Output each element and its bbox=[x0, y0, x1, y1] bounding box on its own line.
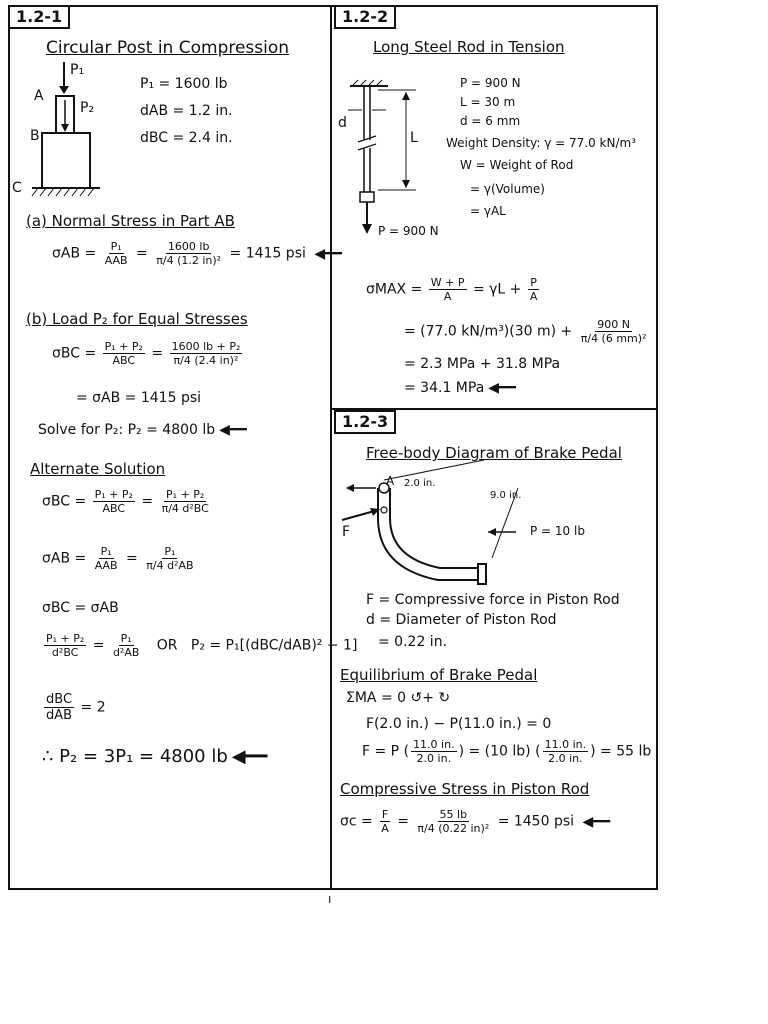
p1-given-dbc: dBC = 2.4 in. bbox=[140, 130, 233, 146]
p1-label-b: B bbox=[30, 128, 40, 144]
p1-alt-final: ∴ P₂ = 3P₁ = 4800 lb ◀━━ bbox=[42, 746, 268, 767]
p3-eq1: ΣMA = 0 ↺+ ↻ bbox=[346, 690, 451, 706]
problem-number-1-2-2: 1.2-2 bbox=[334, 5, 396, 29]
p3-label-a: A bbox=[386, 474, 395, 488]
p3-dim-9in: 9.0 in. bbox=[490, 490, 522, 501]
p1-part-b-heading: (b) Load P₂ for Equal Stresses bbox=[26, 310, 248, 328]
p1-part-a-equation: σAB = $\frac{\text{P₁}}{\text{AAB}}$ = $\frac{1600 lb}{\text{π/4 (1.2 in)²}}$ = 1415 psi ◀━━ bbox=[52, 240, 342, 267]
result-arrow-icon: ◀━━ bbox=[231, 746, 268, 767]
p1-label-p2: P₂ bbox=[80, 100, 95, 116]
p2-given-volume: = γ(Volume) bbox=[470, 182, 545, 196]
p2-given-d: d = 6 mm bbox=[460, 114, 521, 128]
p3-stress-heading: Compressive Stress in Piston Rod bbox=[340, 780, 590, 798]
p1-given-dab: dAB = 1.2 in. bbox=[140, 103, 233, 119]
p2-eq3: = 2.3 MPa + 31.8 MPa bbox=[404, 356, 561, 372]
p3-equilibrium-heading: Equilibrium of Brake Pedal bbox=[340, 666, 538, 684]
p1-alt-eq1: σBC = $\frac{\text{P₁ + P₂}}{\text{ABC}}$ = $\frac{\text{P₁ + P₂}}{\text{π/4 d²BC}}$ bbox=[42, 488, 209, 515]
column-divider bbox=[330, 5, 332, 890]
p1-part-a-heading: (a) Normal Stress in Part AB bbox=[26, 212, 235, 230]
p2-label-l: L bbox=[410, 130, 418, 146]
p1-part-b-equal: = σAB = 1415 psi bbox=[76, 390, 202, 406]
p1-label-c: C bbox=[12, 180, 22, 196]
p2-given-p: P = 900 N bbox=[460, 76, 521, 90]
p1-part-b-equation: σBC = $\frac{\text{P₁ + P₂}}{\text{ABC}}$ = $\frac{\text{1600 lb + P₂}}{\text{π/4 (2.4 in)²}}$ bbox=[52, 340, 241, 367]
p3-dim-2in: 2.0 in. bbox=[404, 478, 436, 489]
p3-eq2: F(2.0 in.) − P(11.0 in.) = 0 bbox=[366, 716, 552, 732]
p2-given-w: W = Weight of Rod bbox=[460, 158, 574, 172]
p3-stress-eq: σc = $\frac{F}{A}$ = $\frac{55 lb}{\text{π/4 (0.22 in)²}}$ = 1450 psi ◀━━ bbox=[340, 808, 611, 835]
p1-given-p1: P₁ = 1600 lb bbox=[140, 76, 228, 92]
p1-alt-eq2: σAB = $\frac{\text{P₁}}{\text{AAB}}$ = $\frac{\text{P₁}}{\text{π/4 d²AB}}$ bbox=[42, 545, 194, 572]
p3-title: Free-body Diagram of Brake Pedal bbox=[366, 444, 622, 462]
p3-eq3: F = P ( $\frac{11.0 in.}{2.0 in.}$ ) = (10 lb) ( $\frac{11.0 in.}{2.0 in.}$ ) = 55 lb bbox=[362, 738, 652, 765]
p3-def-d-value: = 0.22 in. bbox=[378, 634, 448, 650]
p1-alt-eq3: σBC = σAB bbox=[42, 600, 119, 616]
p3-label-p: P = 10 lb bbox=[530, 524, 585, 538]
p1-part-b-solve: Solve for P₂: P₂ = 4800 lb ◀━━ bbox=[38, 422, 247, 438]
problem-number-1-2-1: 1.2-1 bbox=[8, 5, 70, 29]
result-arrow-icon: ◀━━ bbox=[219, 422, 247, 438]
p2-eq1: σMAX = $\frac{W + P}{A}$ = γL + $\frac{P}{A}$ bbox=[366, 276, 538, 303]
p1-title: Circular Post in Compression bbox=[46, 38, 290, 58]
problem-number-1-2-3: 1.2-3 bbox=[334, 410, 396, 434]
p1-label-p1: P₁ bbox=[70, 62, 85, 78]
p2-eq4: = 34.1 MPa ◀━━ bbox=[404, 380, 516, 396]
p1-alt-heading: Alternate Solution bbox=[30, 460, 166, 478]
result-arrow-icon: ◀━━ bbox=[488, 380, 516, 396]
p1-alt-eq5: $\frac{\text{dBC}}{\text{dAB}}$ = 2 bbox=[46, 692, 106, 723]
result-arrow-icon: ◀━━ bbox=[314, 245, 342, 262]
footer-mark: ı bbox=[328, 892, 332, 906]
p3-label-f: F bbox=[342, 524, 351, 540]
result-arrow-icon: ◀━━ bbox=[582, 813, 611, 830]
p2-label-d: d bbox=[338, 115, 347, 131]
p2-given-gamma: Weight Density: γ = 77.0 kN/m³ bbox=[446, 136, 637, 150]
p2-eq2: = (77.0 kN/m³)(30 m) + $\frac{900 N}{\text{π/4 (6 mm)²}}$ bbox=[404, 318, 647, 345]
p2-title: Long Steel Rod in Tension bbox=[373, 38, 565, 56]
p2-label-p: P = 900 N bbox=[378, 224, 439, 238]
p3-def-d: d = Diameter of Piston Rod bbox=[366, 612, 557, 628]
p2-given-gal: = γAL bbox=[470, 204, 506, 218]
p3-def-f: F = Compressive force in Piston Rod bbox=[366, 592, 620, 608]
p1-alt-eq4: $\frac{\text{P₁ + P₂}}{\text{d²BC}}$ = $\frac{\text{P₁}}{\text{d²AB}}$ OR P₂ = P₁[(dBC/dAB)² − 1] bbox=[46, 632, 358, 659]
p2-given-l: L = 30 m bbox=[460, 95, 516, 109]
p1-label-a: A bbox=[34, 88, 44, 104]
